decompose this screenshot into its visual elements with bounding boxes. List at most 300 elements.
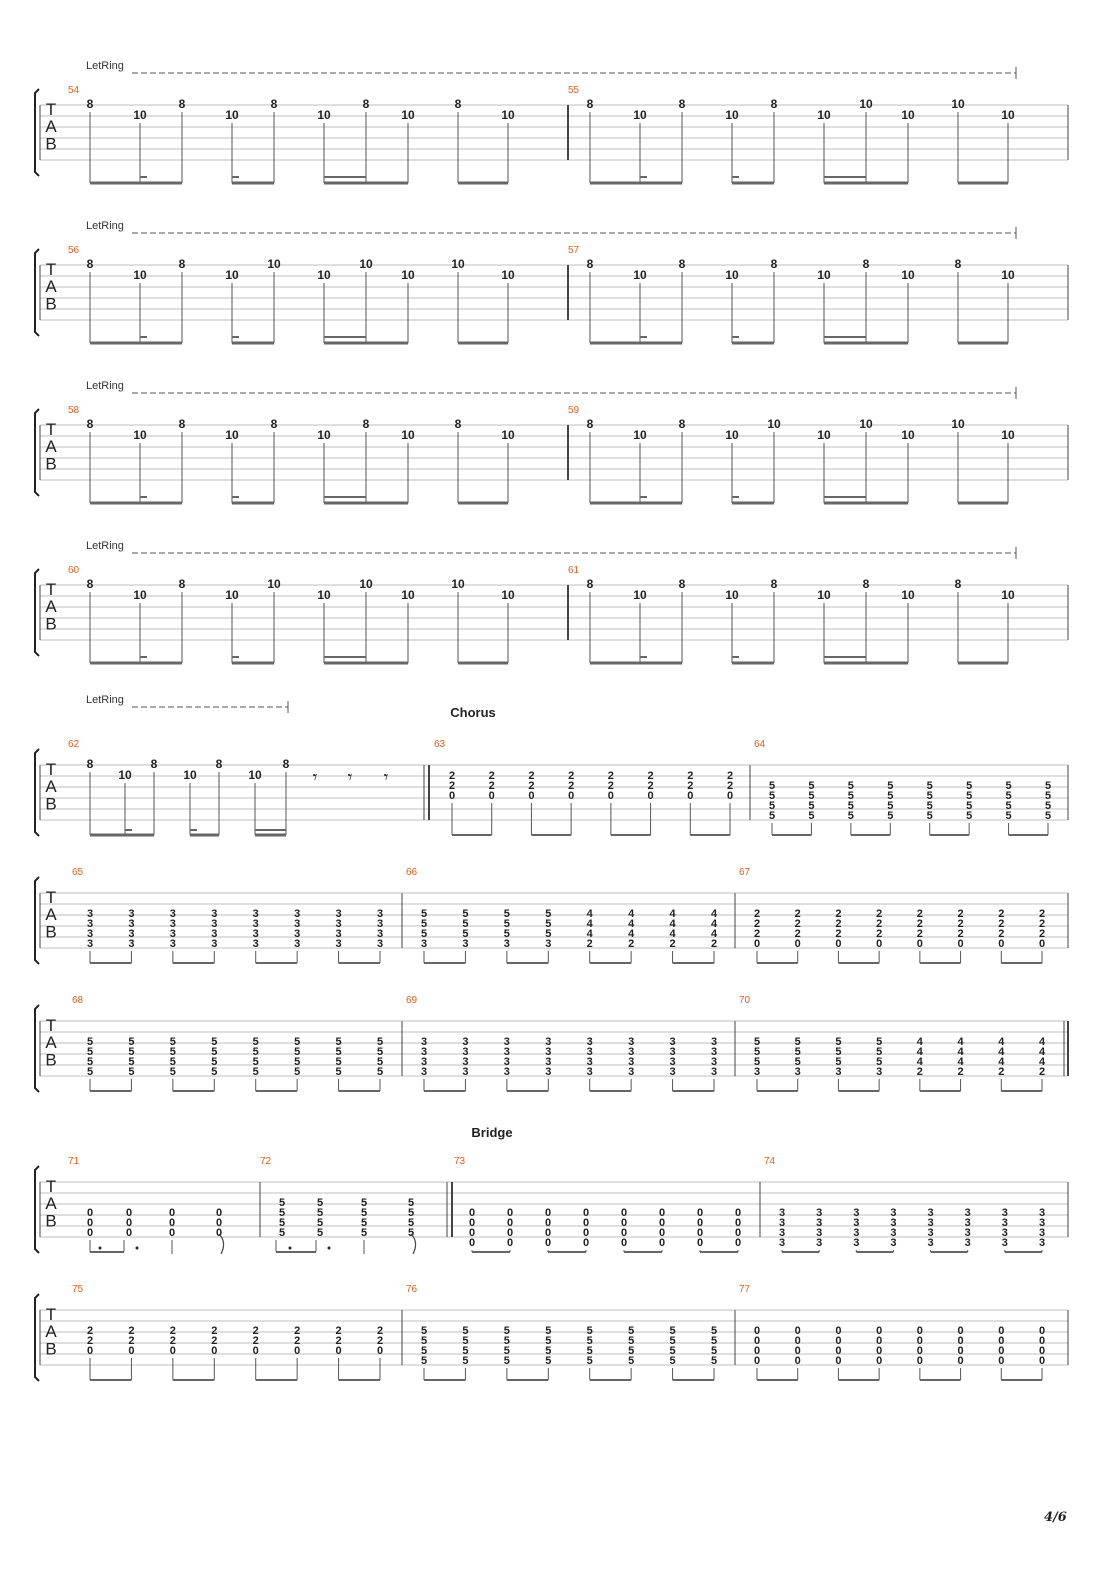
fret-number: 10 xyxy=(451,577,465,591)
fret-number: 0 xyxy=(794,1325,801,1337)
fret-number: 0 xyxy=(544,1237,552,1249)
fret-number: 2 xyxy=(568,770,575,782)
fret-number: 3 xyxy=(753,1066,761,1078)
fret-number: 0 xyxy=(168,1217,176,1229)
fret-number: 0 xyxy=(696,1227,704,1239)
fret-number: 5 xyxy=(335,1056,342,1068)
fret-number: 4 xyxy=(669,928,676,940)
fret-number: 10 xyxy=(359,577,373,591)
fret-number: 2 xyxy=(957,928,964,940)
fret-number: 0 xyxy=(876,1335,883,1347)
fret-number: 2 xyxy=(335,1325,342,1337)
system-bracket xyxy=(35,1005,39,1092)
fret-number: 8 xyxy=(454,417,462,431)
fret-number: 5 xyxy=(462,1355,469,1367)
fret-number: 3 xyxy=(890,1207,897,1219)
fret-number: 3 xyxy=(503,1056,510,1068)
fret-number: 5 xyxy=(768,810,776,822)
fret-number: 5 xyxy=(1005,800,1012,812)
fret-number: 10 xyxy=(633,588,647,602)
fret-number: 4 xyxy=(998,1036,1005,1048)
fret-number: 8 xyxy=(862,257,870,271)
fret-number: 0 xyxy=(468,1207,476,1219)
fret-number: 10 xyxy=(633,428,647,442)
fret-number: 10 xyxy=(767,417,781,431)
fret-number: 2 xyxy=(753,908,761,920)
fret-number: 5 xyxy=(462,918,469,930)
fret-number: 2 xyxy=(957,908,964,920)
fret-number: 5 xyxy=(966,780,973,792)
bar-number: 73 xyxy=(454,1156,466,1167)
fret-number: 2 xyxy=(448,780,456,792)
fret-number: 4 xyxy=(628,908,635,920)
fret-number: 0 xyxy=(86,1345,94,1357)
fret-number: 3 xyxy=(335,928,342,940)
fret-number: 10 xyxy=(901,428,915,442)
fret-number: 2 xyxy=(607,780,614,792)
fret-number: 5 xyxy=(169,1056,176,1068)
fret-number: 0 xyxy=(544,1217,552,1229)
fret-number: 2 xyxy=(835,928,842,940)
fret-number: 5 xyxy=(545,1325,552,1337)
fret-number: 5 xyxy=(420,908,428,920)
fret-number: 3 xyxy=(169,928,176,940)
fret-number: 3 xyxy=(586,1036,593,1048)
tab-clef-letter: B xyxy=(45,1339,57,1359)
fret-number: 10 xyxy=(359,257,373,271)
fret-number: 3 xyxy=(964,1217,971,1229)
fret-number: 5 xyxy=(808,800,815,812)
fret-number: 5 xyxy=(669,1355,676,1367)
fret-number: 4 xyxy=(1038,1056,1046,1068)
fret-number: 3 xyxy=(545,1036,552,1048)
fret-number: 2 xyxy=(998,908,1005,920)
fret-number: 5 xyxy=(768,780,776,792)
fret-number: 2 xyxy=(726,770,734,782)
fret-number: 0 xyxy=(468,1237,476,1249)
tab-clef-letter: T xyxy=(45,1177,57,1196)
let-ring-label: LetRing xyxy=(86,540,124,552)
fret-number: 5 xyxy=(966,800,973,812)
fret-number: 2 xyxy=(628,938,635,950)
fret-number: 4 xyxy=(998,1056,1005,1068)
system-bracket xyxy=(35,409,39,496)
fret-number: 10 xyxy=(267,577,281,591)
fret-number: 3 xyxy=(420,1036,428,1048)
fret-number: 2 xyxy=(753,928,761,940)
fret-number: 2 xyxy=(998,928,1005,940)
fret-number: 8 xyxy=(86,577,94,591)
fret-number: 2 xyxy=(252,1325,259,1337)
fret-number: 8 xyxy=(678,257,686,271)
fret-number: 0 xyxy=(544,1227,552,1239)
fret-number: 5 xyxy=(407,1217,415,1229)
fret-number: 0 xyxy=(753,1345,761,1357)
fret-number: 8 xyxy=(770,257,778,271)
tab-clef-letter: A xyxy=(45,1033,57,1053)
fret-number: 0 xyxy=(753,1335,761,1347)
fret-number: 10 xyxy=(401,428,415,442)
fret-number: 2 xyxy=(568,780,575,792)
fret-number: 10 xyxy=(225,108,239,122)
fret-number: 10 xyxy=(817,108,831,122)
eighth-rest: 𝄾 xyxy=(347,767,353,788)
fret-number: 0 xyxy=(506,1237,514,1249)
bar-number: 76 xyxy=(406,1284,418,1295)
tab-clef-letter: T xyxy=(45,1016,57,1035)
fret-number: 8 xyxy=(270,417,278,431)
fret-number: 2 xyxy=(957,918,964,930)
fret-number: 5 xyxy=(420,928,428,940)
fret-number: 0 xyxy=(696,1207,704,1219)
fret-number: 10 xyxy=(225,268,239,282)
fret-number: 3 xyxy=(462,1046,469,1058)
fret-number: 10 xyxy=(501,428,515,442)
fret-number: 5 xyxy=(278,1207,286,1219)
fret-number: 2 xyxy=(211,1325,218,1337)
fret-number: 3 xyxy=(169,938,176,950)
fret-number: 0 xyxy=(125,1227,133,1239)
fret-number: 5 xyxy=(376,1036,384,1048)
fret-number: 3 xyxy=(1038,1207,1046,1219)
fret-number: 5 xyxy=(926,810,933,822)
fret-number: 0 xyxy=(916,1345,923,1357)
fret-number: 2 xyxy=(998,1066,1005,1078)
fret-number: 5 xyxy=(462,928,469,940)
fret-number: 4 xyxy=(998,1046,1005,1058)
fret-number: 0 xyxy=(86,1207,94,1219)
fret-number: 5 xyxy=(211,1056,218,1068)
fret-number: 4 xyxy=(957,1036,964,1048)
fret-number: 2 xyxy=(916,1066,923,1078)
fret-number: 3 xyxy=(628,1046,635,1058)
fret-number: 4 xyxy=(586,918,593,930)
fret-number: 5 xyxy=(376,1066,384,1078)
fret-number: 5 xyxy=(669,1335,676,1347)
fret-number: 5 xyxy=(753,1056,761,1068)
fret-number: 2 xyxy=(1038,908,1046,920)
fret-number: 10 xyxy=(317,588,331,602)
fret-number: 3 xyxy=(853,1237,860,1249)
bar-number: 63 xyxy=(434,739,446,750)
fret-number: 8 xyxy=(178,97,186,111)
fret-number: 8 xyxy=(362,97,370,111)
fret-number: 5 xyxy=(887,800,894,812)
fret-number: 10 xyxy=(633,268,647,282)
fret-number: 2 xyxy=(1038,918,1046,930)
fret-number: 3 xyxy=(1001,1217,1008,1229)
fret-number: 3 xyxy=(816,1207,823,1219)
fret-number: 3 xyxy=(1001,1207,1008,1219)
fret-number: 10 xyxy=(725,268,739,282)
let-ring-label: LetRing xyxy=(86,220,124,232)
fret-number: 5 xyxy=(335,1036,342,1048)
fret-number: 2 xyxy=(647,770,654,782)
fret-number: 2 xyxy=(998,918,1005,930)
fret-number: 0 xyxy=(335,1345,342,1357)
fret-number: 3 xyxy=(252,928,259,940)
fret-number: 5 xyxy=(545,1345,552,1357)
bar-number: 61 xyxy=(568,565,580,576)
fret-number: 4 xyxy=(586,928,593,940)
system-bracket xyxy=(35,877,39,964)
fret-number: 8 xyxy=(586,417,594,431)
fret-number: 5 xyxy=(545,1335,552,1347)
fret-number: 5 xyxy=(294,1046,301,1058)
fret-number: 10 xyxy=(725,588,739,602)
page-number: 4/6 xyxy=(1044,1510,1067,1525)
bar-number: 57 xyxy=(568,245,580,256)
fret-number: 0 xyxy=(734,1207,742,1219)
fret-number: 10 xyxy=(859,97,873,111)
fret-number: 3 xyxy=(86,908,94,920)
fret-number: 10 xyxy=(901,108,915,122)
fret-number: 5 xyxy=(252,1056,259,1068)
fret-number: 5 xyxy=(503,918,510,930)
fret-number: 2 xyxy=(669,938,676,950)
fret-number: 5 xyxy=(768,800,776,812)
fret-number: 5 xyxy=(252,1036,259,1048)
fret-number: 8 xyxy=(150,757,158,771)
fret-number: 5 xyxy=(211,1066,218,1078)
fret-number: 0 xyxy=(528,790,535,802)
fret-number: 5 xyxy=(966,790,973,802)
fret-number: 3 xyxy=(778,1207,786,1219)
fret-number: 0 xyxy=(794,1335,801,1347)
fret-number: 5 xyxy=(876,1046,883,1058)
fret-number: 5 xyxy=(420,1355,428,1367)
fret-number: 3 xyxy=(503,1046,510,1058)
dot xyxy=(99,1247,102,1250)
fret-number: 3 xyxy=(86,918,94,930)
let-ring-label: LetRing xyxy=(86,380,124,392)
fret-number: 5 xyxy=(128,1036,135,1048)
fret-number: 0 xyxy=(215,1227,223,1239)
fret-number: 5 xyxy=(753,1046,761,1058)
system-bracket xyxy=(35,1294,39,1381)
fret-number: 0 xyxy=(488,790,495,802)
fret-number: 3 xyxy=(669,1056,676,1068)
fret-number: 2 xyxy=(726,780,734,792)
fret-number: 0 xyxy=(658,1227,666,1239)
fret-number: 0 xyxy=(916,1335,923,1347)
fret-number: 0 xyxy=(647,790,654,802)
fret-number: 0 xyxy=(376,1345,384,1357)
fret-number: 5 xyxy=(294,1056,301,1068)
fret-number: 10 xyxy=(901,588,915,602)
fret-number: 0 xyxy=(620,1217,628,1229)
fret-number: 5 xyxy=(278,1197,286,1209)
fret-number: 0 xyxy=(125,1217,133,1229)
fret-number: 5 xyxy=(710,1335,718,1347)
fret-number: 10 xyxy=(225,588,239,602)
fret-number: 3 xyxy=(586,1066,593,1078)
fret-number: 0 xyxy=(876,1325,883,1337)
fret-number: 0 xyxy=(169,1345,176,1357)
bar-number: 68 xyxy=(72,995,84,1006)
fret-number: 0 xyxy=(957,938,964,950)
bar-number: 62 xyxy=(68,739,80,750)
fret-number: 8 xyxy=(282,757,290,771)
fret-number: 5 xyxy=(545,928,552,940)
fret-number: 5 xyxy=(586,1335,593,1347)
fret-number: 5 xyxy=(835,1056,842,1068)
fret-number: 0 xyxy=(582,1217,590,1229)
fret-number: 10 xyxy=(901,268,915,282)
fret-number: 0 xyxy=(1038,938,1046,950)
fret-number: 2 xyxy=(528,770,535,782)
fret-number: 0 xyxy=(620,1227,628,1239)
fret-number: 0 xyxy=(620,1207,628,1219)
fret-number: 8 xyxy=(178,577,186,591)
fret-number: 5 xyxy=(1005,790,1012,802)
bar-number: 64 xyxy=(754,739,766,750)
fret-number: 5 xyxy=(420,918,428,930)
tab-clef-letter: T xyxy=(45,1305,57,1324)
fret-number: 3 xyxy=(169,908,176,920)
fret-number: 8 xyxy=(586,257,594,271)
fret-number: 5 xyxy=(1044,790,1052,802)
fret-number: 3 xyxy=(335,918,342,930)
fret-number: 2 xyxy=(710,938,718,950)
fret-number: 3 xyxy=(252,918,259,930)
fret-number: 3 xyxy=(420,1066,428,1078)
fret-number: 3 xyxy=(420,1046,428,1058)
fret-number: 3 xyxy=(853,1217,860,1229)
fret-number: 5 xyxy=(86,1046,94,1058)
fret-number: 2 xyxy=(794,908,801,920)
fret-number: 3 xyxy=(778,1227,786,1239)
fret-number: 3 xyxy=(628,1036,635,1048)
fret-number: 3 xyxy=(252,908,259,920)
system-bracket xyxy=(35,569,39,656)
fret-number: 10 xyxy=(401,268,415,282)
fret-number: 5 xyxy=(586,1355,593,1367)
fret-number: 4 xyxy=(710,928,718,940)
fret-number: 3 xyxy=(462,1066,469,1078)
fret-number: 3 xyxy=(927,1217,934,1229)
fret-number: 5 xyxy=(211,1046,218,1058)
tab-clef-letter: A xyxy=(45,117,57,137)
fret-number: 3 xyxy=(890,1227,897,1239)
fret-number: 3 xyxy=(778,1217,786,1229)
fret-number: 8 xyxy=(86,417,94,431)
fret-number: 5 xyxy=(252,1066,259,1078)
fret-number: 0 xyxy=(582,1237,590,1249)
fret-number: 3 xyxy=(545,1066,552,1078)
fret-number: 4 xyxy=(669,908,676,920)
fret-number: 10 xyxy=(133,428,147,442)
fret-number: 8 xyxy=(586,97,594,111)
fret-number: 5 xyxy=(420,1345,428,1357)
fret-number: 8 xyxy=(362,417,370,431)
fret-number: 4 xyxy=(916,1036,923,1048)
fret-number: 10 xyxy=(951,417,965,431)
fret-number: 3 xyxy=(586,1056,593,1068)
fret-number: 0 xyxy=(620,1237,628,1249)
fret-number: 10 xyxy=(1001,428,1015,442)
fret-number: 10 xyxy=(633,108,647,122)
fret-number: 5 xyxy=(407,1227,415,1239)
fret-number: 3 xyxy=(927,1207,934,1219)
fret-number: 4 xyxy=(586,908,593,920)
fret-number: 3 xyxy=(669,1046,676,1058)
fret-number: 3 xyxy=(628,1066,635,1078)
fret-number: 5 xyxy=(876,1036,883,1048)
fret-number: 10 xyxy=(1001,268,1015,282)
tab-clef-letter: T xyxy=(45,420,57,439)
fret-number: 5 xyxy=(128,1056,135,1068)
fret-number: 2 xyxy=(128,1335,135,1347)
fret-number: 2 xyxy=(957,1066,964,1078)
fret-number: 5 xyxy=(669,1325,676,1337)
tab-clef-letter: T xyxy=(45,760,57,779)
fret-number: 5 xyxy=(278,1227,286,1239)
fret-number: 5 xyxy=(407,1197,415,1209)
fret-number: 8 xyxy=(770,97,778,111)
fret-number: 8 xyxy=(86,97,94,111)
fret-number: 5 xyxy=(628,1355,635,1367)
fret-number: 3 xyxy=(669,1036,676,1048)
fret-number: 5 xyxy=(628,1335,635,1347)
fret-number: 5 xyxy=(360,1227,368,1239)
fret-number: 5 xyxy=(503,1335,510,1347)
fret-number: 2 xyxy=(376,1335,384,1347)
fret-number: 5 xyxy=(503,908,510,920)
fret-number: 5 xyxy=(316,1207,324,1219)
fret-number: 2 xyxy=(294,1325,301,1337)
fret-number: 3 xyxy=(927,1237,934,1249)
fret-number: 3 xyxy=(462,1036,469,1048)
fret-number: 5 xyxy=(847,800,854,812)
fret-number: 0 xyxy=(794,938,801,950)
fret-number: 5 xyxy=(360,1207,368,1219)
fret-number: 10 xyxy=(248,768,262,782)
fret-number: 5 xyxy=(503,1345,510,1357)
fret-number: 3 xyxy=(376,918,384,930)
fret-number: 3 xyxy=(876,1066,883,1078)
fret-number: 5 xyxy=(835,1036,842,1048)
fret-number: 10 xyxy=(1001,588,1015,602)
fret-number: 3 xyxy=(964,1227,971,1239)
fret-number: 5 xyxy=(586,1345,593,1357)
fret-number: 2 xyxy=(647,780,654,792)
fret-number: 3 xyxy=(545,938,552,950)
tab-clef-letter: B xyxy=(45,1050,57,1070)
fret-number: 3 xyxy=(86,928,94,940)
fret-number: 3 xyxy=(211,918,218,930)
fret-number: 8 xyxy=(270,97,278,111)
fret-number: 3 xyxy=(545,1056,552,1068)
fret-number: 2 xyxy=(252,1335,259,1347)
fret-number: 3 xyxy=(964,1237,971,1249)
fret-number: 2 xyxy=(528,780,535,792)
fret-number: 0 xyxy=(835,1335,842,1347)
fret-number: 0 xyxy=(582,1227,590,1239)
tab-clef-letter: T xyxy=(45,580,57,599)
dot xyxy=(328,1247,331,1250)
fret-number: 3 xyxy=(252,938,259,950)
fret-number: 0 xyxy=(835,938,842,950)
fret-number: 4 xyxy=(1038,1046,1046,1058)
fret-number: 0 xyxy=(998,1355,1005,1367)
fret-number: 3 xyxy=(376,908,384,920)
fret-number: 5 xyxy=(316,1217,324,1229)
fret-number: 5 xyxy=(294,1036,301,1048)
fret-number: 5 xyxy=(887,790,894,802)
fret-number: 2 xyxy=(607,770,614,782)
fret-number: 0 xyxy=(568,790,575,802)
